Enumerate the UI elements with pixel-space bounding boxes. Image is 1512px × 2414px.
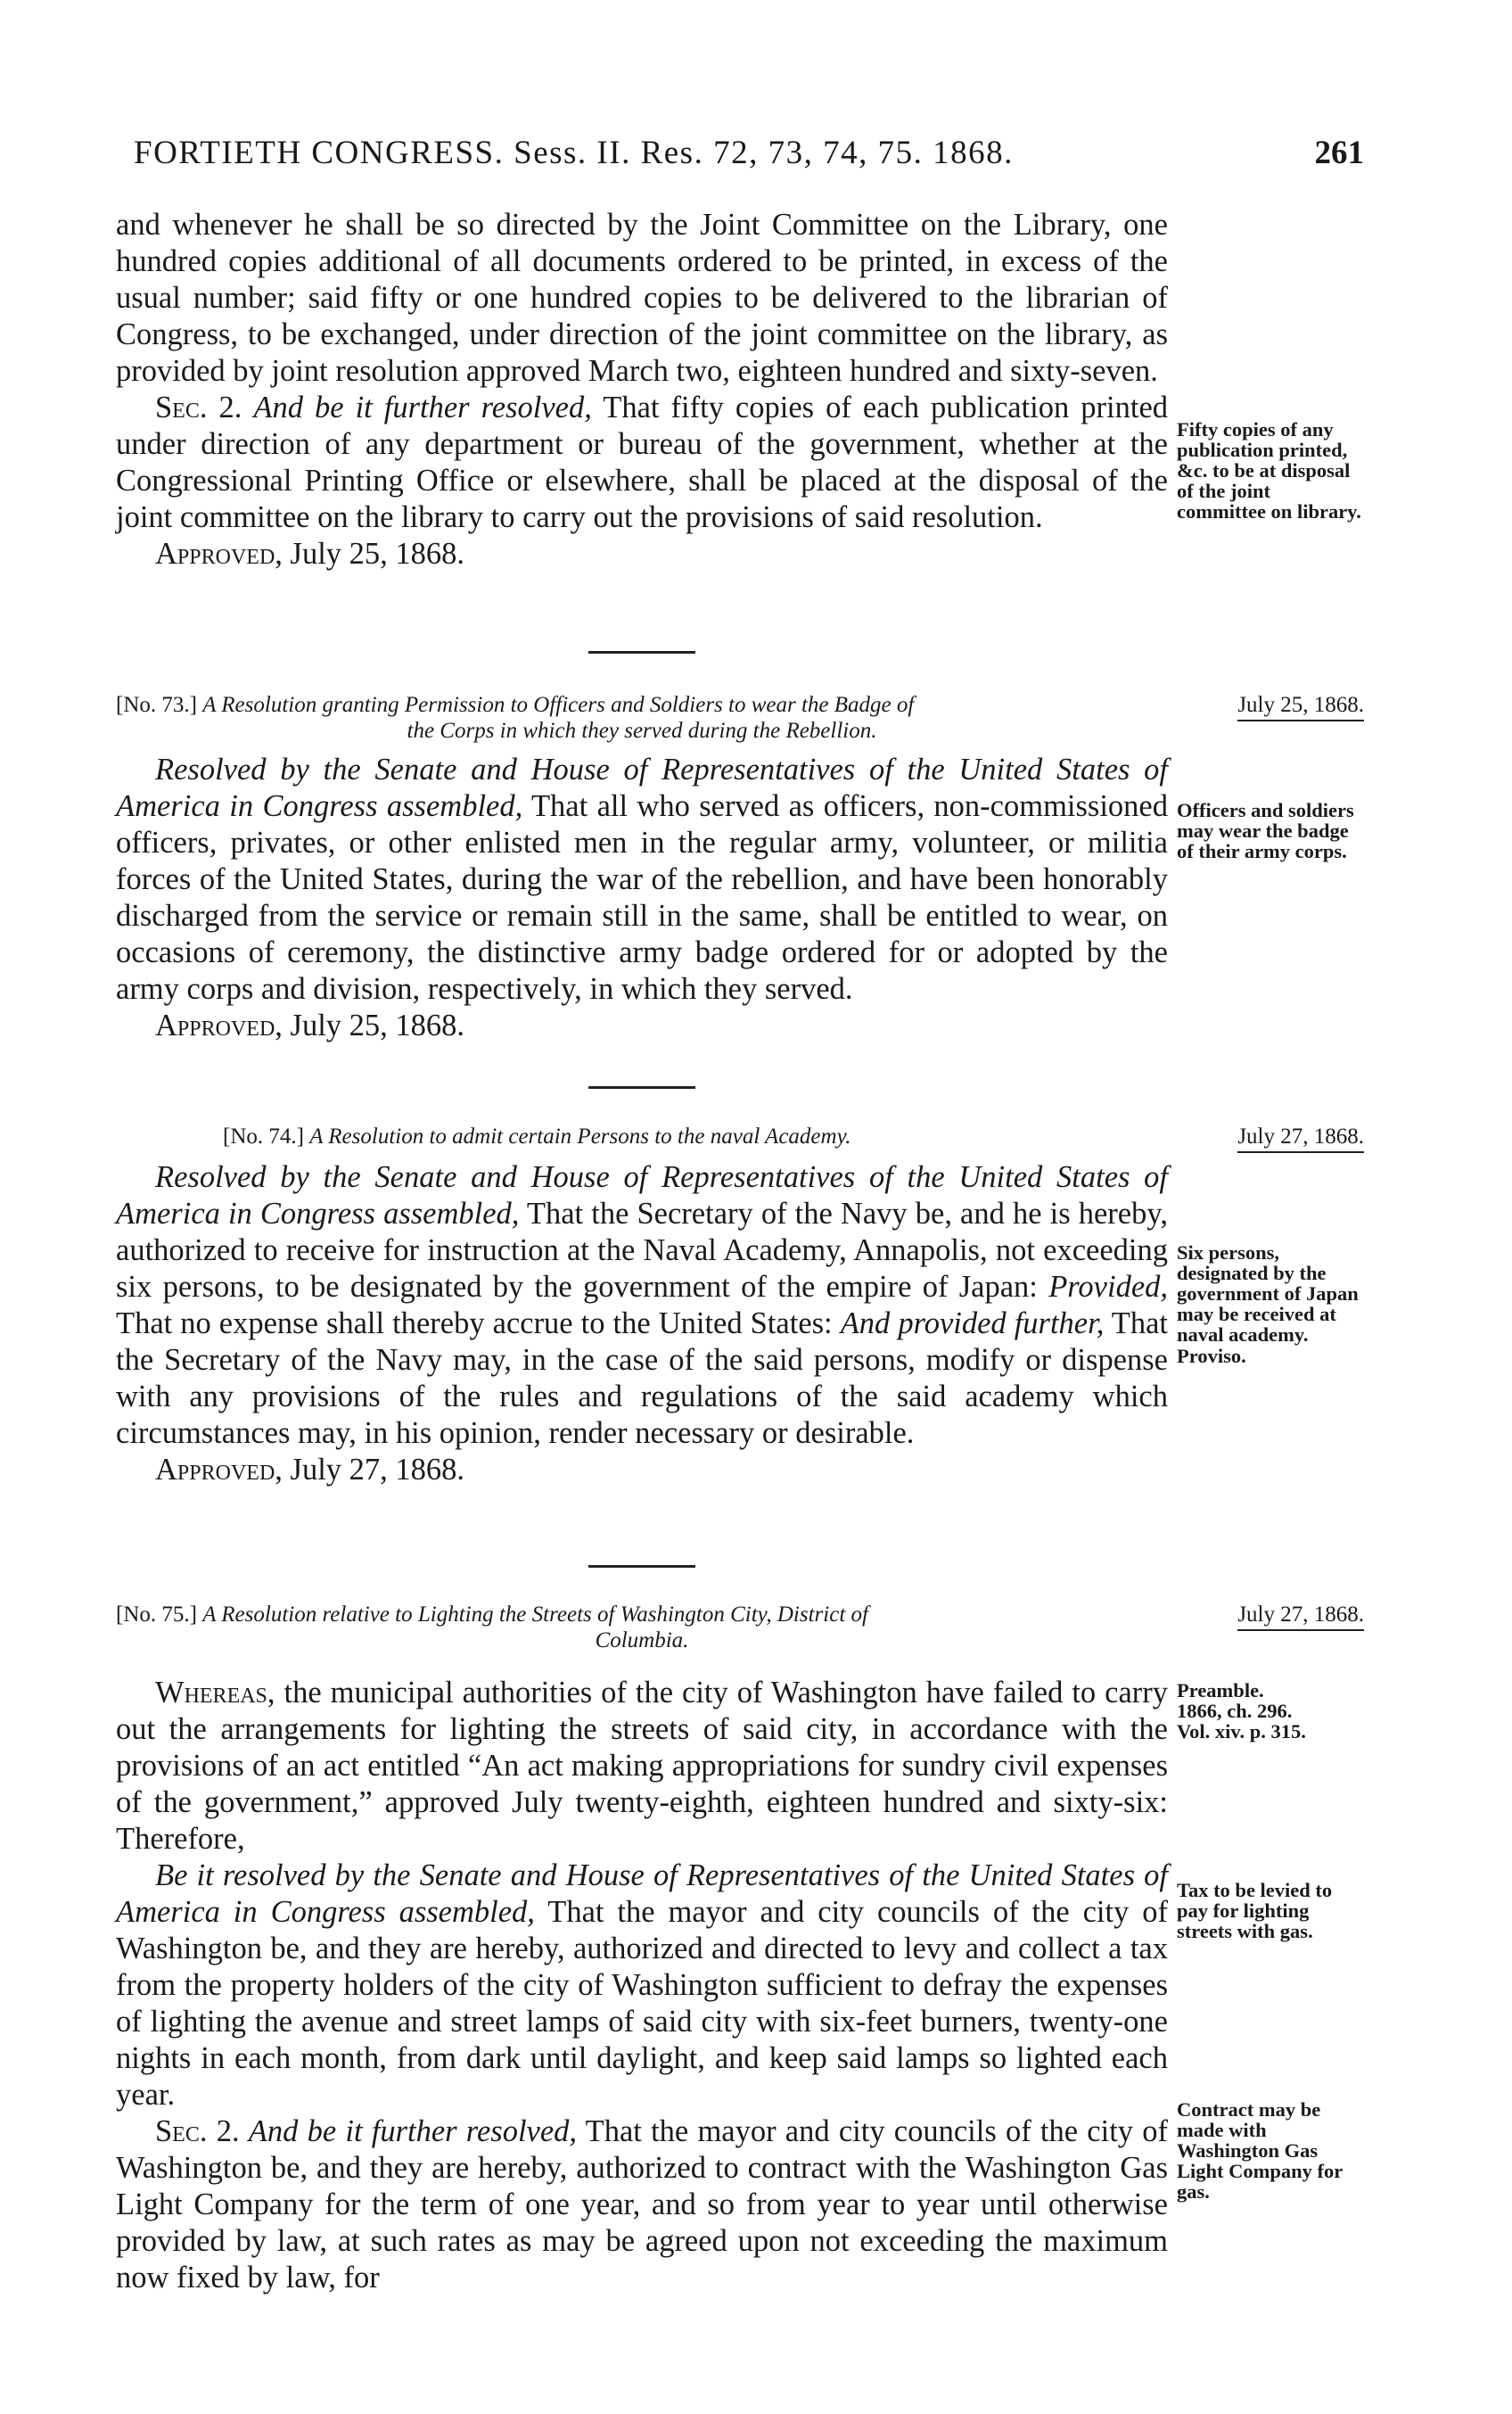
res75-sec2 [116,2113,1168,2296]
res72-approved [116,536,1168,573]
res75-margin-ref1: 1866, ch. 296. [1177,1700,1293,1722]
res75-sec1-text: That the mayor and city councils of the city of Washington be, and they are hereby, authorized and directed to levy and collect a tax from the property holders of the city of Washington sufficient to defray the expenses of lighting the avenue and street lamps of said city with six-feet burners, twenty-one nights in each month, from dark until daylight, and keep said lamps so lighted each year. [116,1895,1168,2112]
res73-approved-label: Approved, [155,1009,283,1042]
res75-sec2-label: Sec. 2. [155,2114,240,2148]
res72-approved-date: July 25, 1868. [290,537,465,571]
res74-approved-date: July 27, 1868. [290,1453,465,1487]
res74-title: A Resolution to admit certain Persons to the naval Academy. [309,1125,851,1149]
res72-section [116,207,1168,573]
res74-approved-label: Approved, [155,1453,283,1487]
res73-title-line2: the Corps in which they served during the Rebellion. [407,719,877,743]
section-divider [588,1565,695,1568]
res75-sec2-text: That the mayor and city councils of the city of Washington be, and they are hereby, authorized to contract with the Washington Gas Light Company for the term of one year, and so from year to year until otherwise provided by law, at such rates as may be agreed upon not exceeding the maximum now fixed by law, for [116,2114,1168,2295]
res74-section [116,1159,1168,1488]
res74-provided: Provided, [1048,1270,1169,1304]
res74-text-part2: That no expense shall thereby accrue to the United States: [116,1306,833,1340]
res73-text: That all who served as officers, non-commissioned officers, privates, or other enlisted men in the regular army, volunteer, or militia forces of the United States, during the war of the rebellion, and have been honorably discharged from the service or remain still in the same, shall be entitled to wear, on occasions of ceremony, the distinctive army badge ordered for or adopted by the army corps and division, respectively, in which they served. [116,789,1168,1006]
res74-text-part3: That the Secretary of the Navy may, in the case of the said persons, modify or dispense with any provisions of the rules and regulations of the said academy which circumstances may, in his opinion, render necessary or desirable. [116,1306,1169,1450]
res73-enacting: Resolved by the Senate and House of Representatives of the United States of America in Congress assembled, [116,753,1168,823]
res72-sec2-text: That fifty copies of each publication printed under direction of any department or bureau of the government, whether at the Congressional Printing Office or elsewhere, shall be placed at the disposal of the joint committee on the library to carry out the provisions of said resolution. [116,391,1169,534]
res73-approved-date: July 25, 1868. [290,1009,465,1042]
res75-sec1 [116,1858,1168,2113]
res73-margin-note: Officers and soldiers may wear the badge of their army corps. [1177,799,1354,862]
res72-sec2-label: Sec. 2. [155,391,242,424]
res75-date: July 27, 1868. [1177,1602,1364,1631]
res74-text-part1: That the Secretary of the Navy be, and he is hereby, authorized to receive for instruction at the Naval Academy, Annapolis, not exceeding six persons, to be designated by the government of the empire of Japan: [116,1197,1168,1304]
res74-body [116,1159,1168,1452]
res75-whereas [116,1675,1168,1858]
res75-whereas-label: Whereas, [155,1676,275,1710]
res72-sec2 [116,390,1168,536]
res75-title-line1: A Resolution relative to Lighting the Streets of Washington City, District of [202,1602,868,1627]
res73-heading [116,692,1168,744]
section-divider [588,651,695,654]
res75-margin-contract: Contract may be made with Washington Gas Light Company for gas. [1177,2098,1343,2203]
res75-heading [116,1602,1168,1653]
res73-body [116,752,1168,1008]
res74-margin-note: Six persons, designated by the government of Japan may be received at naval academy. [1177,1241,1359,1346]
res72-continuation: and whenever he shall be so directed by the Joint Committee on the Library, one hundred copies additional of all documents ordered to be printed, in excess of the usual number; said fifty or one hundred copies to be delivered to the librarian of Congress, to be exchanged, under direction of the joint committee on the library, as provided by joint resolution approved March two, eighteen hundred and sixty-seven. [116,208,1168,388]
res75-section [116,1675,1168,2296]
res74-heading [116,1124,1168,1149]
page-number: 261 [1314,135,1364,171]
res75-margin-ref2: Vol. xiv. p. 315. [1177,1720,1306,1743]
res73-title-line1: A Resolution granting Permission to Officers and Soldiers to wear the Badge of [202,693,915,717]
res74-date: July 27, 1868. [1177,1124,1364,1153]
res73-date: July 25, 1868. [1177,692,1364,721]
res74-number: [No. 74.] [223,1125,304,1149]
res74-enacting: Resolved by the Senate and House of Representatives of the United States of America in Congress assembled, [116,1160,1168,1231]
res75-enacting: Be it resolved by the Senate and House of Representatives of the United States of America in Congress assembled, [116,1858,1168,1929]
res75-number: [No. 75.] [116,1602,197,1627]
res72-sec2-italic: And be it further resolved, [253,391,592,424]
res74-provided-further: And provided further, [840,1306,1105,1340]
res75-margin-tax: Tax to be levied to pay for lighting streets with gas. [1177,1879,1333,1942]
res73-number: [No. 73.] [116,693,197,717]
res72-approved-label: Approved, [155,537,283,571]
header-title: FORTIETH CONGRESS. Sess. II. Res. 72, 73, 74, 75. 1868. [134,135,1014,171]
res74-approved [116,1452,1168,1488]
res75-margin-preamble: Preamble. [1177,1679,1264,1701]
section-divider [588,1086,695,1089]
res75-title-line2: Columbia. [595,1628,689,1652]
res74-margin-proviso: Proviso. [1177,1345,1246,1367]
res75-sec2-italic: And be it further resolved, [248,2114,578,2148]
running-header [134,134,1364,187]
res73-section [116,752,1168,1044]
res72-margin-note: Fifty copies of any publication printed, &c. to be at disposal of the joint committee on library. [1177,418,1361,523]
res75-whereas-text: the municipal authorities of the city of Washington have failed to carry out the arrangements for lighting the streets of said city, in accordance with the provisions of an act entitled “An act making appropriations for sundry civil expenses of the government,” approved July twenty-eighth, eighteen hundred and sixty-six: Therefore, [116,1676,1169,1856]
res73-approved [116,1008,1168,1044]
